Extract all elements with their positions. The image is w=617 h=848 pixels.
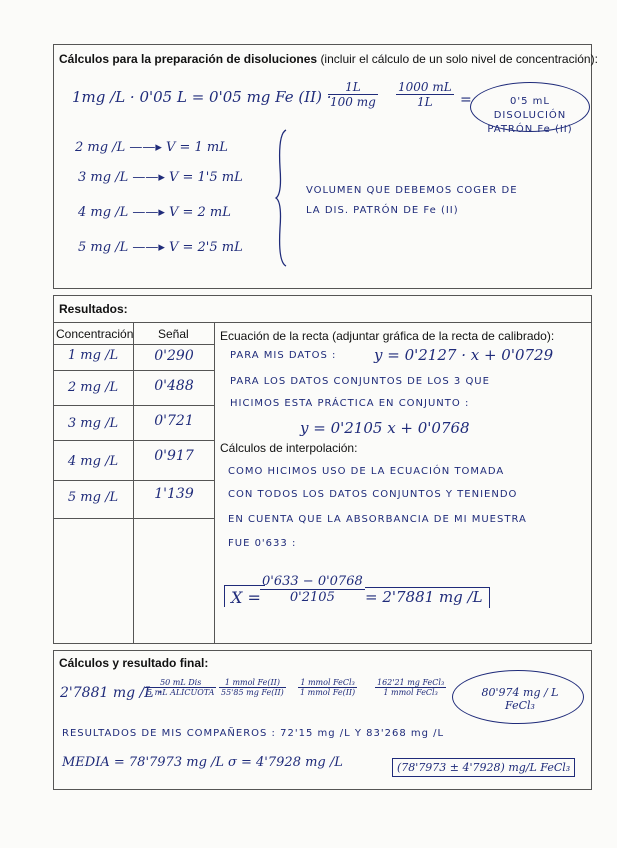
prep-fraction-1	[328, 80, 378, 109]
results-title	[59, 302, 128, 316]
final-media: MEDIA = 78'7973 mg /L	[62, 755, 225, 770]
prep-equation-lhs: 1mg /L · 0'05 L = 0'05 mg Fe (II) ·	[72, 88, 332, 106]
prep-row-2mg: 2 mg /L ——▸ V = 1 mL	[75, 140, 228, 155]
eq-line2: PARA LOS DATOS CONJUNTOS DE LOS 3 QUE	[230, 376, 490, 387]
table-row-line-5	[53, 518, 214, 519]
final-circled-text: 80'974 mg / L FeCl₃	[481, 686, 559, 712]
prep-title	[59, 52, 598, 66]
interp-x-den: 0'2105	[289, 590, 335, 605]
final-companions-line: RESULTADOS DE MIS COMPAÑEROS : 72'15 mg /L Y 83'268 mg /L	[62, 728, 445, 739]
final-fraction-4	[375, 678, 446, 697]
table-row-line-1	[53, 370, 214, 371]
interp-x-fraction	[260, 574, 365, 605]
prep-row-4mg: 4 mg /L ——▸ V = 2 mL	[78, 205, 231, 220]
interp-x-num: 0'633 − 0'0768	[262, 574, 363, 589]
table-row-line-3	[53, 440, 214, 441]
prep-frac2-num: 1000 mL	[398, 80, 452, 94]
prep-title-bold: Cálculos para la preparación de disoluciones	[59, 52, 318, 66]
final-f2-den: 55'85 mg Fe(II)	[221, 688, 284, 697]
table-row-line-2	[53, 405, 214, 406]
prep-frac1-den: 100 mg	[330, 95, 376, 109]
prep-circled-text: 0'5 mL DISOLUCIÓN PATRÓN Fe (II)	[487, 96, 573, 135]
prep-equals: =	[460, 92, 472, 108]
interp-heading: Cálculos de interpolación:	[220, 441, 358, 455]
prep-brace	[274, 128, 294, 268]
table-right-border	[214, 322, 215, 644]
final-f4-den: 1 mmol FeCl₃	[383, 688, 438, 697]
final-fraction-2	[219, 678, 286, 697]
col-header-signal: Señal	[158, 327, 189, 341]
table-signal-5: 1'139	[154, 486, 194, 502]
final-start: 2'7881 mg /L ·	[60, 685, 163, 701]
table-signal-1: 0'290	[154, 348, 194, 364]
interp-line1: COMO HICIMOS USO DE LA ECUACIÓN TOMADA	[228, 466, 505, 477]
interp-line2: CON TODOS LOS DATOS CONJUNTOS Y TENIENDO	[228, 489, 518, 500]
eq-line1-right: y = 0'2127 · x + 0'0729	[374, 346, 554, 364]
final-fraction-1	[145, 678, 216, 697]
table-row-line-4	[53, 480, 214, 481]
table-signal-3: 0'721	[154, 413, 194, 429]
prep-frac2-den: 1L	[417, 95, 433, 109]
interp-x-result: = 2'7881 mg /L	[365, 587, 490, 608]
table-conc-5: 5 mg /L	[67, 490, 119, 505]
final-f2-num: 1 mmol Fe(II)	[219, 678, 286, 688]
final-f3-num: 1 mmol FeCl₃	[298, 678, 357, 688]
eq-line4: y = 0'2105 x + 0'0768	[300, 419, 470, 437]
final-title-text: Cálculos y resultado final:	[59, 656, 209, 670]
prep-note-line2: LA DIS. PATRÓN DE Fe (II)	[306, 205, 459, 216]
table-conc-1: 1 mg /L	[67, 348, 119, 363]
final-f1-den: 5 mL ALÍCUOTA	[147, 688, 215, 697]
final-f3-den: 1 mmol Fe(II)	[300, 688, 356, 697]
results-title-text: Resultados:	[59, 302, 128, 316]
interp-line4: FUE 0'633 :	[228, 538, 297, 549]
eq-heading: Ecuación de la recta (adjuntar gráfica de la recta de calibrado):	[220, 329, 555, 343]
interp-line3: EN CUENTA QUE LA ABSORBANCIA DE MI MUESTRA	[228, 514, 527, 525]
table-signal-2: 0'488	[154, 378, 194, 394]
eq-line1-left: PARA MIS DATOS :	[230, 350, 337, 361]
prep-row-3mg: 3 mg /L ——▸ V = 1'5 mL	[78, 170, 243, 185]
final-f4-num: 162'21 mg FeCl₃	[377, 678, 445, 687]
prep-fraction-2	[396, 80, 454, 109]
final-title	[59, 656, 208, 670]
prep-row-5mg: 5 mg /L ——▸ V = 2'5 mL	[78, 240, 243, 255]
table-conc-4: 4 mg /L	[67, 454, 119, 469]
prep-title-rest: (incluir el cálculo de un solo nivel de concentración):	[320, 52, 598, 66]
interp-x-label: X =	[224, 585, 265, 607]
table-conc-2: 2 mg /L	[67, 380, 119, 395]
prep-frac1-num: 1L	[328, 80, 378, 95]
final-result-box: (78'7973 ± 4'7928) mg/L FeCl₃	[392, 758, 575, 777]
table-conc-3: 3 mg /L	[67, 416, 119, 431]
col-header-concentration: Concentración	[56, 327, 134, 341]
final-sigma: σ = 4'7928 mg /L	[228, 755, 343, 770]
final-f1-num: 50 mL Dis	[145, 678, 216, 688]
prep-note-line1: VOLUMEN QUE DEBEMOS COGER DE	[306, 185, 518, 196]
table-header-line	[53, 344, 214, 345]
table-signal-4: 0'917	[154, 448, 194, 464]
eq-line3: HICIMOS ESTA PRÁCTICA EN CONJUNTO :	[230, 398, 470, 409]
final-fraction-3	[298, 678, 357, 697]
